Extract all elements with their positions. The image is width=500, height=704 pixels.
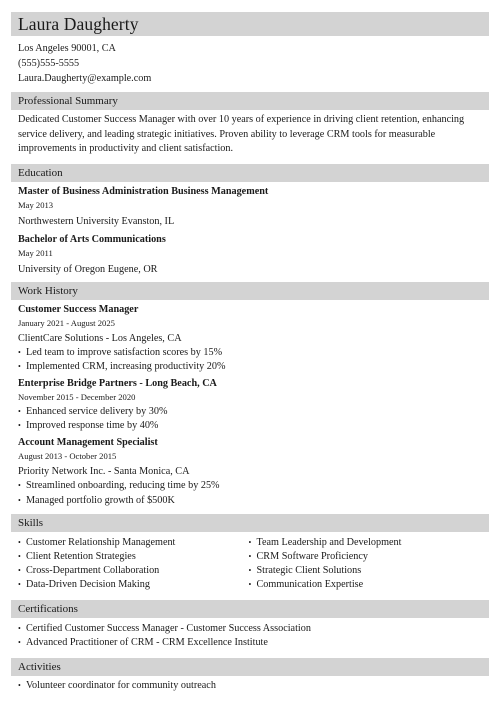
job-bullet: • Improved response time by 40% [18,419,479,433]
job-date: January 2021 - August 2025 [18,317,115,328]
skill-item: • Communication Expertise [249,578,480,592]
work-history-list [11,303,489,508]
education-school: University of Oregon Eugene, OR [18,263,158,275]
education-date: May 2011 [18,247,53,258]
job-entry [18,436,479,507]
skill-item: • Data-Driven Decision Making [18,578,249,592]
certifications-list [11,622,489,650]
skills-column-left [18,536,249,593]
skill-item: • Customer Relationship Management [18,536,249,550]
certification-item: • Certified Customer Success Manager - Customer Success Association [18,622,479,636]
activities-bullets [18,679,479,693]
job-bullet: • Implemented CRM, increasing productivity 20% [18,360,479,374]
skill-item: • Cross-Department Collaboration [18,564,249,578]
job-title: Enterprise Bridge Partners - Long Beach, CA [18,377,217,389]
job-entry [18,377,479,433]
section-heading-skills [11,514,489,532]
job-bullet: • Streamlined onboarding, reducing time by 25% [18,479,479,493]
section-heading-activities [11,658,489,676]
job-bullets [18,479,479,507]
skill-item: • CRM Software Proficiency [249,550,480,564]
education-item [18,185,479,229]
education-degree: Master of Business Administration Business Management [18,185,269,197]
education-school: Northwestern University Evanston, IL [18,215,175,227]
contact-phone: (555)555-5555 [18,58,80,69]
certifications-bullets [18,622,479,650]
contact-email: Laura.Daugherty@example.com [18,73,152,84]
skill-item: • Team Leadership and Development [249,536,480,550]
activities-list [11,679,489,691]
job-date: August 2013 - October 2015 [18,451,117,462]
section-heading-work-history [11,282,489,300]
job-bullet: • Led team to improve satisfaction scores by 15% [18,346,479,360]
job-company: Priority Network Inc. - Santa Monica, CA [18,466,190,478]
job-entry [18,303,479,374]
certifications-heading-label: Certifications [18,602,78,615]
name-header [11,12,489,36]
section-heading-education [11,164,489,182]
candidate-name: Laura Daugherty [18,13,139,34]
education-heading-label: Education [18,166,63,179]
job-bullets [18,346,479,374]
certification-item: • Advanced Practitioner of CRM - CRM Excellence Institute [18,636,479,650]
job-bullets [18,405,479,433]
education-list [11,185,489,277]
job-date: November 2015 - December 2020 [18,391,136,402]
contact-info [11,41,489,86]
activity-item: • Volunteer coordinator for community outreach [18,679,479,693]
job-bullet: • Managed portfolio growth of $500K [18,494,479,508]
education-degree: Bachelor of Arts Communications [18,233,166,245]
skill-item: • Strategic Client Solutions [249,564,480,578]
section-heading-summary [11,92,489,110]
education-item [18,233,479,277]
contact-location: Los Angeles 90001, CA [18,43,116,54]
job-title: Account Management Specialist [18,437,158,449]
job-bullet: • Enhanced service delivery by 30% [18,405,479,419]
education-date: May 2013 [18,199,54,210]
skills-list [11,536,489,593]
section-heading-certifications [11,600,489,618]
job-company: ClientCare Solutions - Los Angeles, CA [18,332,182,344]
summary-heading-label: Professional Summary [18,95,118,107]
skill-item: • Client Retention Strategies [18,550,249,564]
job-title: Customer Success Manager [18,303,139,315]
skills-column-right [249,536,480,593]
skills-heading-label: Skills [18,516,44,529]
work-heading-label: Work History [18,284,78,297]
activities-heading-label: Activities [18,660,61,673]
summary-text: Dedicated Customer Success Manager with over 10 years of experience in driving client retention, enhancing service delivery, and leading strategic initiatives. Proven ability to leverage CRM tools for measurable improvements in productivity and client satisfaction. [18,114,465,154]
